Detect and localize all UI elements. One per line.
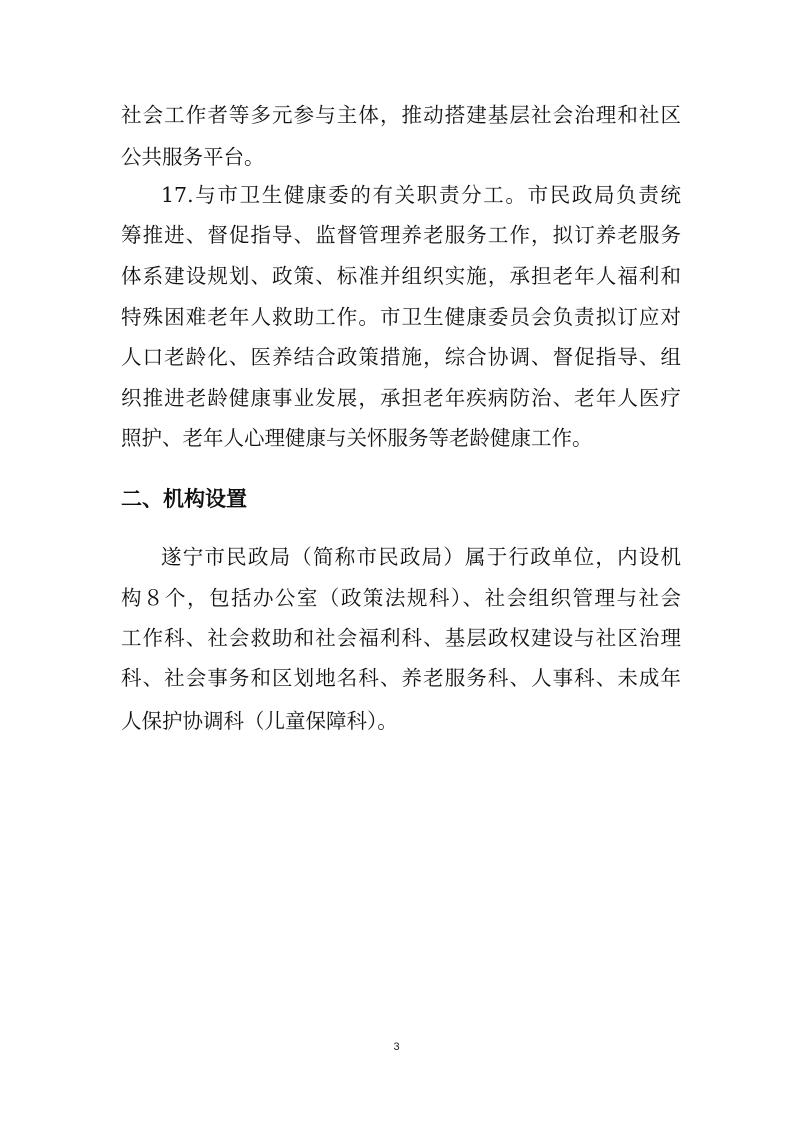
- paragraph-line: 17.与市卫生健康委的有关职责分工。市民政局负责统: [161, 183, 681, 207]
- paragraph-line: 人口老龄化、医养结合政策措施，综合协调、督促指导、组: [121, 345, 681, 369]
- paragraph-line: 公共服务平台。: [121, 145, 265, 169]
- paragraph-line: 体系建设规划、政策、标准并组织实施，承担老年人福利和: [121, 264, 681, 288]
- paragraph-line: 织推进老龄健康事业发展，承担老年疾病防治、老年人医疗: [121, 386, 681, 410]
- paragraph-line: 构８个，包括办公室（政策法规科）、社会组织管理与社会: [121, 586, 681, 610]
- paragraph-line: 人保护协调科（儿童保障科）。: [121, 709, 398, 733]
- paragraph-line: 科、社会事务和区划地名科、养老服务科、人事科、未成年: [121, 666, 681, 690]
- paragraph-line: 筹推进、督促指导、监督管理养老服务工作，拟订养老服务: [121, 223, 681, 247]
- paragraph-line: 社会工作者等多元参与主体，推动搭建基层社会治理和社区: [121, 103, 681, 127]
- page-number: 3: [393, 1041, 400, 1053]
- paragraph-line: 工作科、社会救助和社会福利科、基层政权建设与社区治理: [121, 626, 681, 650]
- paragraph-line: 照护、老年人心理健康与关怀服务等老龄健康工作。: [121, 426, 593, 450]
- paragraph-line: 特殊困难老年人救助工作。市卫生健康委员会负责拟订应对: [121, 305, 681, 329]
- section-heading: 二、机构设置: [121, 487, 247, 511]
- paragraph-line: 遂宁市民政局（简称市民政局）属于行政单位，内设机: [161, 545, 681, 569]
